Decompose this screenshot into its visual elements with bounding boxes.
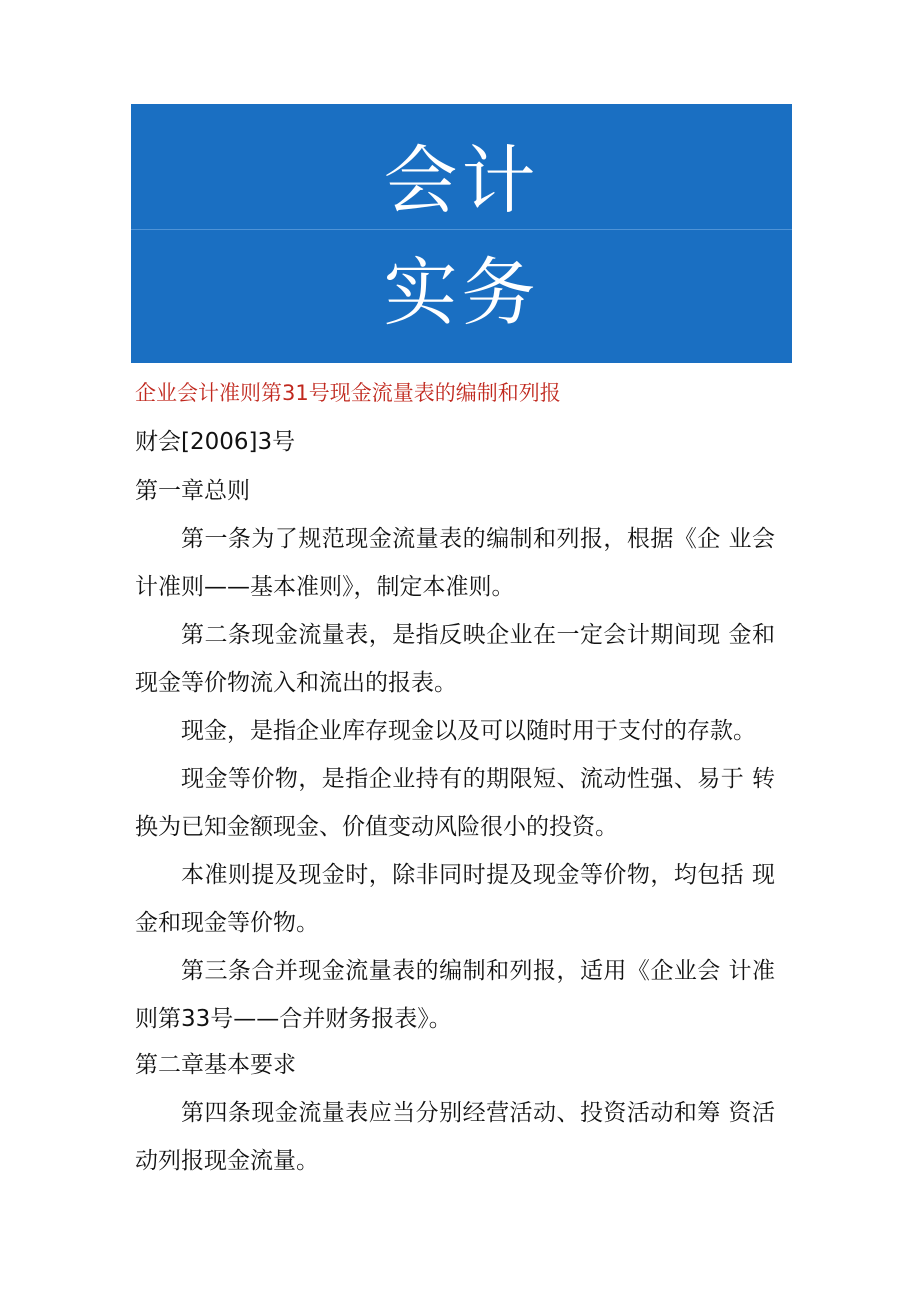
banner-title-line-2: 实务	[383, 250, 540, 336]
paragraph-article-3: 第三条合并现金流量表的编制和列报，适用《企业会 计准则第33号——合并财务报表》。	[135, 958, 775, 1032]
paragraph-article-4: 第四条现金流量表应当分别经营活动、投资活动和筹 资活动列报现金流量。	[135, 1100, 775, 1174]
paragraph-article-2: 第二条现金流量表，是指反映企业在一定会计期间现 金和现金等价物流入和流出的报表。	[135, 622, 775, 696]
banner-title-line-1: 会计	[383, 138, 540, 224]
chapter-heading-2: 第二章基本要求	[135, 1052, 296, 1078]
document-title: 企业会计准则第31号现金流量表的编制和列报	[135, 381, 561, 405]
paragraph-cash-scope: 本准则提及现金时，除非同时提及现金等价物，均包括 现金和现金等价物。	[135, 862, 775, 936]
banner-divider	[131, 229, 792, 230]
cover-banner	[131, 104, 792, 363]
document-number: 财会[2006]3号	[135, 429, 296, 455]
paragraph-cash-equivalent-definition: 现金等价物，是指企业持有的期限短、流动性强、易于 转换为已知金额现金、价值变动风险很小的投资。	[135, 766, 775, 840]
paragraph-cash-definition: 现金，是指企业库存现金以及可以随时用于支付的存款。	[181, 718, 756, 744]
chapter-heading-1: 第一章总则	[135, 478, 250, 504]
paragraph-article-1: 第一条为了规范现金流量表的编制和列报，根据《企 业会计准则——基本准则》，制定本准则。	[135, 526, 775, 600]
